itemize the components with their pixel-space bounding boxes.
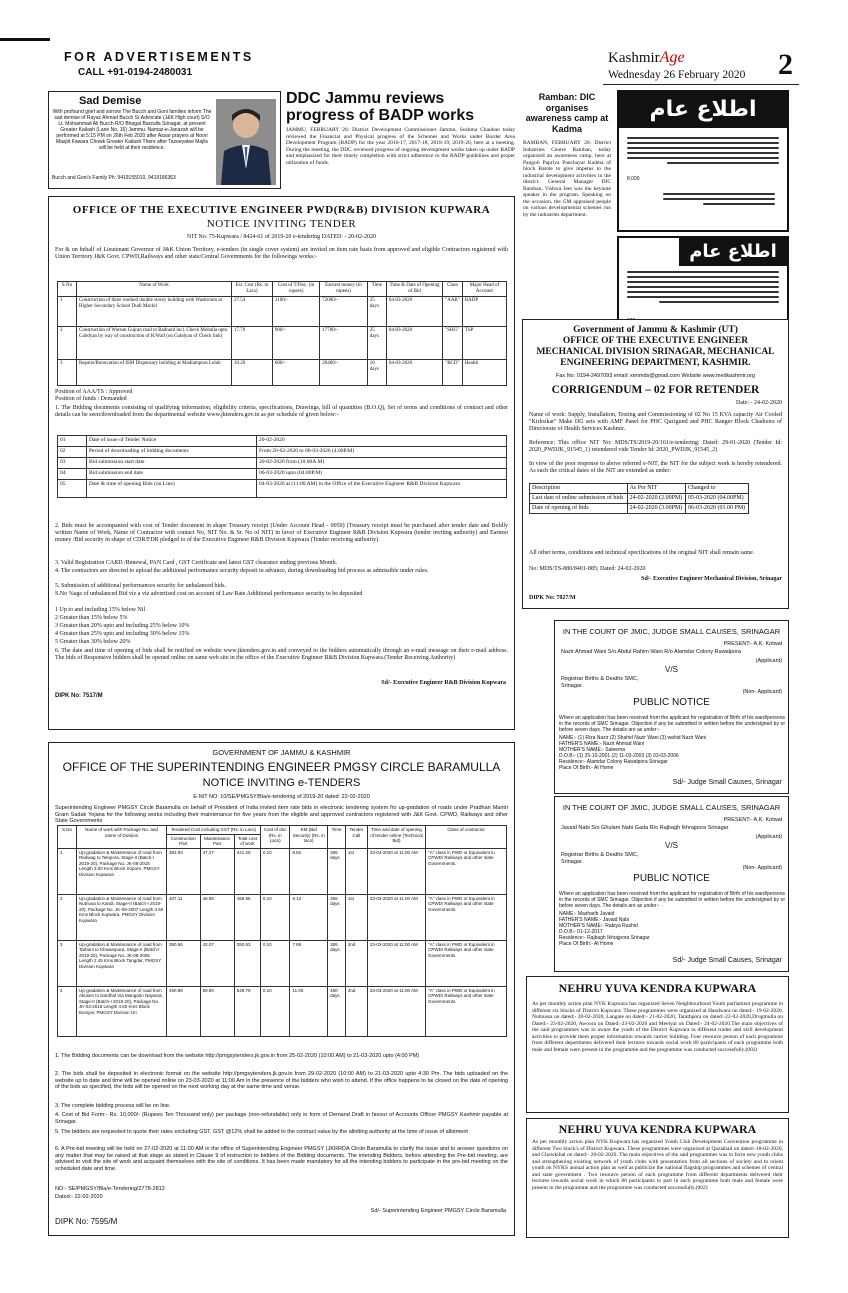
court-2-signature: Sd/- Judge Small Causes, Srinagar bbox=[672, 957, 782, 964]
col-opening: Time & Date of Opening of Bid bbox=[386, 282, 442, 297]
court-2-applicant-tag: (Applicant) bbox=[755, 834, 782, 840]
court-1-applicant-tag: (Applicant) bbox=[755, 658, 782, 664]
mech-contact: Fax No: 0194-2497093 email: xenmds@gmail.com Website www.medkashmir.org bbox=[556, 373, 755, 379]
col-doc-cost: Cost of doc (Rs. in Lacs) bbox=[260, 826, 290, 849]
col-doc-cost: Cost of T/Doc. (in rupees) bbox=[272, 282, 319, 297]
court-1-detail-6: Place Of Birth:- At Home bbox=[559, 765, 614, 771]
baramulla-dated: Dated:- 22-02-2020 bbox=[55, 1194, 103, 1200]
court-1-applicant: Nazir Ahmad Wani S/o Abdul Rahim Wani R/o Alamdar Colony Rawalpora bbox=[561, 649, 741, 655]
table-row: Date of opening of bids 24-02-2020 (3.00PM) 06-03-2020 (01.00 PM) bbox=[530, 504, 749, 514]
court-1-present: PRESENT:- A.K. Kotwal bbox=[723, 641, 782, 647]
kupwara-para-5: 5. Submission of additional performances security for unbalanced bids. bbox=[55, 583, 226, 589]
nyk-notice-1 bbox=[526, 976, 789, 1113]
col-est-cost: Est. Cost (Rs. in Lacs) bbox=[232, 282, 273, 297]
kupwara-slab-5: 5 Greater than 30% below 20% bbox=[55, 639, 131, 645]
col-em: EM (Bid Security) (Rs. in lacs) bbox=[290, 826, 328, 849]
col-total: Total cost of work bbox=[234, 834, 260, 848]
col-maintenance: Maintenance Part bbox=[200, 834, 234, 848]
baramulla-no: NO:- SE/PMGSY/Bla/e-Tendering/2778-2812 bbox=[55, 1186, 165, 1192]
ramban-headline: Ramban: DIC organises awareness camp at Kadma bbox=[525, 92, 609, 134]
court-2-detail-1: NAME:- Masharib Javaid bbox=[559, 911, 615, 917]
table-row: 2 Up-gradation & Maintenance of road from Nutnusa to Kandi, Stage-II (Batch-I 2019-20), Package No. JK-08-2007 Length 3.50 Kms Block Kupwara, PMGSY Division Kupwara 407.11 48.85 455.96 0.10 9.12 365 days 1st 23-03-2020 at 11:00 AM "A" class in PWD or Equivalent in CPWD/ Railways and other state Governments. bbox=[58, 894, 507, 940]
mech-body-1: Name of work: Supply, Installation, Testing and Commissioning of 02 No 15 KVA capacity Air Cooled "Kirloskar" Make DG sets with AMF Panel for PHC Qazigund and PHC Ranger Block Chadoora of Directorate of Health Services Kashmir. bbox=[529, 412, 782, 432]
kupwara-position-aaa: Position of AAA/TS : Approved bbox=[55, 389, 133, 395]
table-row: 03 Bid submission start date 20-02-2020 from (10.00A.M) bbox=[58, 458, 507, 469]
baramulla-signature: Sd/- Superintending Engineer PMGSY Circle Baramulla bbox=[370, 1208, 506, 1214]
ddc-headline: DDC Jammu reviews progress of BADP works bbox=[286, 90, 475, 124]
col-call: Tender Call bbox=[345, 826, 367, 849]
mech-dipk: DIPK No: 7827/M bbox=[529, 595, 576, 601]
table-row: 4 Up-gradation & Maintenance of road from Akusen to Dardhal Via Mangarin Nayaruk, Stage-II (Batch-I 2019-20), Package No. JK-03-2019 Length 4.60 Kms Block Boniyar, PMGSY Division Uri 490.88 58.90 549.79 0.10 11.00 450 days 2nd 23-03-2020 at 11:00 AM "A" class in PWD or Equivalent in CPWD/ Railways and other state Governments. bbox=[58, 986, 507, 1036]
kupwara-slab-4: 4 Greater than 25% upto and including 30% below 15% bbox=[55, 631, 190, 637]
mech-body-2: Reference: This office NIT No: MDS/TS/2019-20/161/e-tendering: Dated: 29-01-2020 (Tender Id: 2020_PWDJK_91545_1) retendered vide Tender Id: 2020_PWDJK_91545_2) bbox=[529, 440, 782, 453]
sad-demise-title: Sad Demise bbox=[79, 95, 142, 107]
masthead-rule bbox=[603, 84, 799, 85]
kupwara-para-3: 3. Valid Registration CARD /Renewal, PAN Card , GST Certificate and latest GST clearance ending previous Month. bbox=[55, 560, 338, 566]
nyk-notice-2 bbox=[526, 1118, 789, 1238]
table-row: 2 Construction of Warsun Gujran road to Badnard incl. Check Mohalla upto Gabdyan by way of construction of R/Wall (on Gabdyan of Check link) 17.70 900/- 17700/- 25 days 04-03-2020 "SHG" TSP bbox=[58, 327, 507, 360]
kupwara-office: OFFICE OF THE EXECUTIVE ENGINEER PWD(R&B) DIVISION KUPWARA bbox=[72, 204, 491, 216]
court-2-title: IN THE COURT OF JMIC, JUDGE SMALL CAUSES, SRINAGAR bbox=[562, 803, 781, 812]
table-row: 1 Construction of three roomed double storey building with Washroom at Higher Secondary School Dudi Machil 27.54 1100/- 72000/- 25 days 04-03-2020 "AAB" BADP bbox=[58, 297, 507, 327]
col-sno: S.No bbox=[58, 282, 77, 297]
kupwara-para-6: 6. The date and time of opening of bids shall be notified on website www.jktenders.gov.in and conveyed to the bidders automatically through an e-mail message on their e-mail address. The bids of Responsive bidders shall be opened online on same web site in the office of the Executive Engineer R&B Division Kupwara.(Tender Receiving Authority) bbox=[55, 648, 508, 661]
table-row: Description As Per NIT Changed to bbox=[530, 484, 749, 494]
kupwara-dipk: DIPK No: 7517/M bbox=[55, 693, 103, 699]
table-row: 3 Repairs/Renovation of ISM Dispensary building at Madiampora Lolab 10.26 600/- 20400/- 10 days 04-03-2020 "BCD" Health bbox=[58, 360, 507, 386]
table-row: 05 Date & time of opening Bids (on Line) 04-03-2020 at (11:00 AM) in the Office of the Executive Engineer R&B Division Kupwara bbox=[58, 480, 507, 498]
court-1-title: IN THE COURT OF JMIC, JUDGE SMALL CAUSES, SRINAGAR bbox=[562, 627, 781, 636]
baramulla-para-5: 5. The bidders are requested to quote their rates excluding GST. GST @12% shall be added to the contract value by the allotting authority at the time of issue of allotment bbox=[55, 1129, 468, 1135]
baramulla-para-2: 2. The bids shall be deposited in electronic format on the website http://pmgsytenders.jk.gov.in from 29-02-2020 (10:00 AM) to 21-03-2020 upto 4:30 Pm. The bids uploaded on the website up to date and time will be opened online on 23-03-2020 at 11:00 Am in the presence of the bidders who wish to attend. If the office happens to be closed on the date of opening of the bids as specified, the bids will be opened on the next working day at the same time and venue. bbox=[55, 1071, 508, 1090]
court-2-applicant: Javaid Nabi S/o Ghulam Nabi Gada R/o Rajbagh Ikhrajpora Srinagar bbox=[561, 825, 729, 831]
court-2-detail-6: Place Of Birth:- At Home bbox=[559, 941, 614, 947]
court-2-present: PRESENT:- A.K. Kotwal bbox=[723, 817, 782, 823]
table-row: 02 Period of downloading of bidding documents From 20-02-2020 to 06-03-2020 (4.00P.M) bbox=[58, 447, 507, 458]
baramulla-para-3: 3. The complete bidding process will be on line. bbox=[55, 1103, 171, 1109]
kupwara-slab-3: 3 Greater than 20% upto and including 25% below 10% bbox=[55, 623, 190, 629]
mech-dates-table bbox=[529, 483, 749, 514]
col-class: Class of contractor bbox=[426, 826, 507, 849]
court-2-public-notice: PUBLIC NOTICE bbox=[633, 873, 710, 884]
baramulla-tender-notice bbox=[48, 742, 515, 1236]
masthead-age: Age bbox=[659, 49, 685, 66]
baramulla-para-1: 1. The Bidding documents can be download from the website http://pmgsytenders.jk.gov.in from 25-02-2020 (10:00 AM) to 21-03-2020 upto (4:00 PM) bbox=[55, 1053, 420, 1059]
table-row: 1 Up-gradation & Maintenance of road from Redwag to Tekipora, Stage-II (Batch-I 2019-20), Package No. JK-08-2015 Length 3.00 Kms Block Sopore, PMGSY Division Kupwara 393.93 47.27 441.20 0.10 8.82 365 days 1st 23-03-2020 at 11:00 AM "A" class in PWD or Equivalent in CPWD/ Railways and other state Governments. bbox=[58, 848, 507, 894]
kupwara-para-4: 4. The contractors are directed to upload the additional performance security deposit in advance, during downloading bid process as admissible under rules. bbox=[55, 568, 429, 574]
mech-title: CORRIGENDUM – 02 FOR RETENDER bbox=[551, 384, 760, 396]
court-notice-1 bbox=[554, 620, 789, 794]
court-1-respondent-tag: (Non- Applicant) bbox=[742, 689, 782, 695]
court-2-respondent: Registrar Births & Deaths SMC, Srinagar. bbox=[561, 852, 639, 865]
baramulla-office: OFFICE OF THE SUPERINTENDING ENGINEER PMGSY CIRCLE BARAMULLA bbox=[62, 760, 501, 774]
col-tendered-cost: Tendered Cost including GST (Rs. in Lacs) bbox=[167, 826, 261, 835]
nyk-1-body: As per monthly action plan NYK Kupwara has organized Seven Neighbourhood Youth parliament programme in different six blocks of District Kupwara. These programmes were organized at Handwara on dated:- 19-02-2020, Nutnussa on dated:- 20-02-2020, Langate on dated:- 21-02-2020, Tarathpora on dated:-22-02-2020,Drugmulla on Dated:- 23-02-2020, Awoora on Dated:-23-02-2020 and Meelyal on Dated:- 24-02-2020.The main objectives of the said programmes was to aware the youth of the District Kupwara in different trades and skill development activities to provide them proper information towards carrier building. Four resource person of each programme from different departments delivered their lectures towards social work 80 participants of each programme both male and female were present in the programme and the programme was conducted successfully.(002) bbox=[532, 1001, 783, 1053]
table-row: 04 Bid submission end date 06-03-2020 upto (04.00P.M) bbox=[58, 469, 507, 480]
col-opening: Time and date of opening of tender online (Technical Bid) bbox=[367, 826, 425, 849]
urdu-public-notice-1 bbox=[617, 90, 789, 232]
mech-date: Date: - 24-02-2020 bbox=[736, 400, 782, 406]
kupwara-signature: Sd/- Executive Engineer R&B Division Kupwara bbox=[381, 680, 506, 686]
nyk-2-body: As per monthly action plan NYK Kupwara has organized Youth Club Development Convention programme in different Two block's of District Kupwara. These programmes were organized at Qaziabad on dated:-18-02-2020, and Chowkibal on dated:- 20-02-2020. The main objectives of the said programmes was to form new youth clubs and strengthening existing network of youth clubs with presentation from all sections of society and to orient youth on NYKS annual action plan as well as publicize the national flagship programmes and schemes of central and state government . Two resource person of each programme from different departments delivered their lectures towards social work in which 80 participants to part in each programme both male and female were present in the programme and the programme was conducted successfully.(002) bbox=[532, 1139, 783, 1191]
col-earnest: Earnest money (in rupees) bbox=[320, 282, 368, 297]
kupwara-table-header bbox=[58, 282, 507, 297]
table-row: 01 Date of issue of Tender Notice 20-02-2020 bbox=[58, 436, 507, 447]
urdu-public-notice-2 bbox=[617, 236, 789, 330]
mechanical-corrigendum bbox=[522, 319, 789, 609]
col-name: Name of work with Package No. and name of Division bbox=[77, 826, 167, 849]
table-row: 3 Up-gradation & Maintenance of road from Tarbuni to Khawarpora, Stage-II (Batch-I 2019-20), Package No. JK-08-2005 Length 2.45 Kms Block Tangdar, PMGSY Division Kupwara 350.56 42.07 392.63 0.10 7.85 365 days 2nd 23-03-2020 at 11:00 AM "A" class in PWD or Equivalent in CPWD/ Railways and other state Governments. bbox=[58, 940, 507, 986]
urdu-ad-1-code: 8,000 bbox=[627, 176, 640, 182]
kupwara-para-1: 1. The Bidding documents consisting of qualifying information, eligibility criteria, specifications, Drawings, bill of quantities (B.O.Q), Set of terms and conditions of contract and other details can be seen/downloaded from the departmental website www.jktenders.gov.in as per schedule of given below:- bbox=[55, 405, 508, 418]
nyk-1-title: NEHRU YUVA KENDRA KUPWARA bbox=[558, 981, 757, 995]
court-2-detail-2: FATHER'S NAME:- Javaid Nabi bbox=[559, 917, 630, 923]
court-1-detail-3: MOTHER'S NAME:- Saleema bbox=[559, 747, 625, 753]
court-1-public-notice: PUBLIC NOTICE bbox=[633, 697, 710, 708]
baramulla-para-4: 4. Cost of Bid Form:- Rs. 10,000/- (Rupees Ten Thousand only) per package (non-refundable) only in form of Demand Draft in favour of Accounts Officer PMGSY Kashmir payable at Srinagar. bbox=[55, 1112, 508, 1125]
kupwara-works-table bbox=[57, 281, 507, 386]
call-number: CALL +91-0194-2480031 bbox=[78, 67, 193, 78]
col-head: Major Head of Account bbox=[462, 282, 506, 297]
urdu-ad-1-text bbox=[623, 134, 783, 167]
baramulla-dipk: DIPK No: 7595/M bbox=[55, 1217, 118, 1226]
col-class: Class bbox=[443, 282, 463, 297]
court-notice-2 bbox=[554, 796, 789, 972]
baramulla-works-table bbox=[57, 825, 507, 1037]
mech-body-3: In view of the poor response to above referred e-NIT, the NIT for the subject work is hereby retendered. As such the critical dates of the NIT are extended as under: bbox=[529, 461, 782, 474]
court-1-body: Where an application has been received from the applicant for registration of Birth of his ward/persons in the records of SMC Srinagar. Objection if any be submitted in written before the undersigned by or before seven days. The details are as under:- bbox=[559, 715, 785, 733]
sad-demise-ad bbox=[48, 91, 281, 189]
baramulla-nit: E-NIT NO: 10/SE/PMGSY/Bla/e-tendering of 2019-20 dated: 22-02-2020 bbox=[193, 794, 370, 800]
page-number: 2 bbox=[778, 48, 793, 81]
for-advertisements-label: FOR ADVERTISEMENTS bbox=[64, 50, 254, 64]
baramulla-notice: NOTICE INVITING e-TENDERS bbox=[202, 777, 361, 789]
mech-signature: Sd/- Executive Engineer Mechanical Division, Srinagar bbox=[641, 576, 782, 582]
mech-office: OFFICE OF THE EXECUTIVE ENGINEER MECHANICAL DIVISION SRINAGAR, MECHANICAL ENGINEERING DEPARTMENT, KASHMIR. bbox=[536, 336, 775, 368]
court-1-vs: V/S bbox=[665, 665, 678, 674]
ramban-body: RAMBAN, FEBRUARY 26: District Industries Centre Ramban, today organized an awareness camp, here at Pangoli Papriya Panchayat Kadma of block Batote to give impetus to the industrial development activities in the district. General Manager DIC Ramban, Vishwa Jeet was the keynote speaker in the program. Speaking on the occasion, the GM appraised people on various developmental schemes run by the industries department. bbox=[523, 140, 611, 218]
kupwara-intro: For & on behalf of Lieutenant Governor of J&K Union Territory, e-tenders (in single cover system) are invited on item rate basis from approved and eligible Contractors registered with Union Territory J&K Govt. CPWD,Railways and other state/Central Governments for the followings works:- bbox=[55, 247, 508, 260]
top-left-rule bbox=[0, 38, 50, 41]
col-construction: Construction Part bbox=[167, 834, 201, 848]
col-name: Name of Work bbox=[77, 282, 232, 297]
court-1-respondent: Registrar Births & Deaths SMC, Srinagar. bbox=[561, 676, 639, 689]
sad-demise-body: With profound grief and sorrow The Bucch and Goni families inform The sad demise of Rayaz Ahmad Bucch Sr.Advocate (J&K High court) S/O Lt. Mohammad Ali Bucch R/O Bhagat Barzulla Srinagar, at present Greater Kailash (Lane No. 16) Jammu. Namaz-e-Janazah will be performed at 5:15 PM on 26th Feb 2020 after Assar prayers at Noori Masjid Fawara Chowk Greater Kailash There after Tazeeyatee Majlis will be held at their residence. bbox=[52, 109, 212, 151]
court-2-detail-3: MOTHER'S NAME:- Rabiya Rashid bbox=[559, 923, 638, 929]
kupwara-notice-title: NOTICE INVITING TENDER bbox=[206, 218, 357, 230]
court-1-detail-4: D.O.B:- (1) 25-10-2001 (2) 11-03-2003 (3) 03-03-2006 bbox=[559, 753, 679, 759]
court-2-detail-4: D.O.B:- 01-12-2017 bbox=[559, 929, 603, 935]
nyk-2-title: NEHRU YUVA KENDRA KUPWARA bbox=[558, 1122, 757, 1136]
mech-no: No: MDS/TS-880/8401-885; Dated: 24-02-2020 bbox=[529, 566, 646, 572]
mech-govt: Government of Jammu & Kashmir (UT) bbox=[573, 325, 738, 335]
col-time: Time bbox=[367, 282, 386, 297]
baramulla-govt: GOVERNMENT OF JAMMU & KASHMIR bbox=[212, 748, 351, 757]
court-1-detail-1: NAME:- (1) Riza Nazir (2) Shahid Nazir Wani (3) wahid Nazir Wani bbox=[559, 735, 707, 741]
urdu-ad-1-signature bbox=[659, 190, 779, 208]
deceased-portrait bbox=[216, 99, 276, 185]
col-time: Time bbox=[328, 826, 346, 849]
court-2-detail-5: Residence:- Rajbagh Ikhrajpora Srinagar bbox=[559, 935, 650, 941]
baramulla-intro: Superintending Engineer PMGSY Circle Baramulla on behalf of President of India invited item rate bids in electronic tendering system fro up-gradation of roads under Pradhan Mantri Gram Sadak Yojana for the following works including their maintenance for five years from the eligible and approved contractors registered with J&K Govt. CPWD, Railways and other State Governments bbox=[55, 805, 508, 824]
kupwara-position-funds: Position of funds : Demanded bbox=[55, 396, 127, 402]
kupwara-schedule-table bbox=[57, 435, 507, 498]
baramulla-para-6: 6. A Pre-bid meeting will be held on 27-02-2020 at 11:00 AM in the office of Superintending Engineer PMGSY (JKRRDA Circle Baramulla to clarify the issue and to answer questions on any matter that may be raised at that stage as stated in Clause 9 of instruction to bidders of the Bidding documents. The intending Bidders, before attending the Pre-bid meeting, are advised to visit the site of work and acquaint themselves with the site of conditions. It has been made mandatory for all the intending bidders to participate in the pre-bid meeting on the scheduled date and time. bbox=[55, 1146, 508, 1172]
kupwara-tender-notice bbox=[48, 196, 515, 730]
urdu-ad-1-title: اطلاع عام bbox=[619, 92, 787, 128]
urdu-ad-2-text bbox=[623, 268, 783, 306]
col-sno: S.No bbox=[58, 826, 77, 849]
court-1-signature: Sd/- Judge Small Causes, Srinagar bbox=[672, 779, 782, 786]
mech-body-4: All other terms, conditions and technical specifications of the original NIT shall remain same. bbox=[529, 550, 755, 556]
urdu-ad-2-title: اطلاع عام bbox=[679, 238, 787, 266]
kupwara-nit: NIT No. 75-Kupwara / 8424-61 of 2019-20 e-tendering DATED: - 20-02-2020 bbox=[186, 234, 376, 240]
ddc-body: JAMMU, FEBRUARY 26: District Development Commissioner Jammu, Sushma Chauhan today reviewed the Financial and Physical progress of the Schemes and Works under Border Area Development Program (BADP) for the year 2016-17, 2017-18, 2018-19, 2019-20, here at a meeting. During the meeting, the DDC reviewed progress of ongoing development works taken up under BADP and emphasized for their timely completion with strict adherence to the BADP guidelines and proper utilization of funds. bbox=[286, 127, 515, 166]
masthead bbox=[608, 49, 778, 71]
court-2-respondent-tag: (Non- Applicant) bbox=[742, 865, 782, 871]
kupwara-slab-2: 2 Greater than 15% below 5% bbox=[55, 615, 128, 621]
baramulla-table-header bbox=[58, 826, 507, 835]
kupwara-para-2: 2. Bids must be accompanied with cost of Tender document in shape Treasury receipt (Under Account Head - 0059) (Treasury receipt must be purchased after tender date and Boldly written Name of Work, Name of Contractor with contact No, NIT No. & Sr. No of NIT) in favor of Executive Engineer R&B Division Kupwara (tender inviting authority) and Earnest money /Bid security in shape of CDR/FDR pledged to of the Executive Engineer R&B Division Kupwara (Tender receiving authority). bbox=[55, 523, 508, 543]
court-1-detail-5: Residence:- Alamdar Colony Rawalpora Srinagar bbox=[559, 759, 668, 765]
court-2-body: Where an application has been received from the applicant for registration of Birth of his ward/persons in the records of SMC Srinagar. Objection if any be submitted in written before the undersigned by or before seven days. The details are as under:- bbox=[559, 891, 785, 909]
table-row: Last date of online submission of bids 24-02-2020 (2.00PM) 05-03-2020 (04.00PM) bbox=[530, 494, 749, 504]
kupwara-slab-1: 1 Up to and including 15% below Nil bbox=[55, 607, 146, 613]
kupwara-para-5b: S.No %age of unbalanced Bid viz a viz advertised cost on account of Law Rate Additional performance security to be deposited bbox=[55, 591, 363, 597]
dateline: Wednesday 26 February 2020 bbox=[608, 69, 746, 81]
sad-demise-family: Bucch and Goni's Family Ph: 9419155010, 9419186363 bbox=[52, 175, 176, 181]
court-2-vs: V/S bbox=[665, 841, 678, 850]
court-1-detail-2: FATHER'S NAME:- Nazir Ahmad Wani bbox=[559, 741, 645, 747]
masthead-kashmir: Kashmir bbox=[608, 50, 660, 66]
